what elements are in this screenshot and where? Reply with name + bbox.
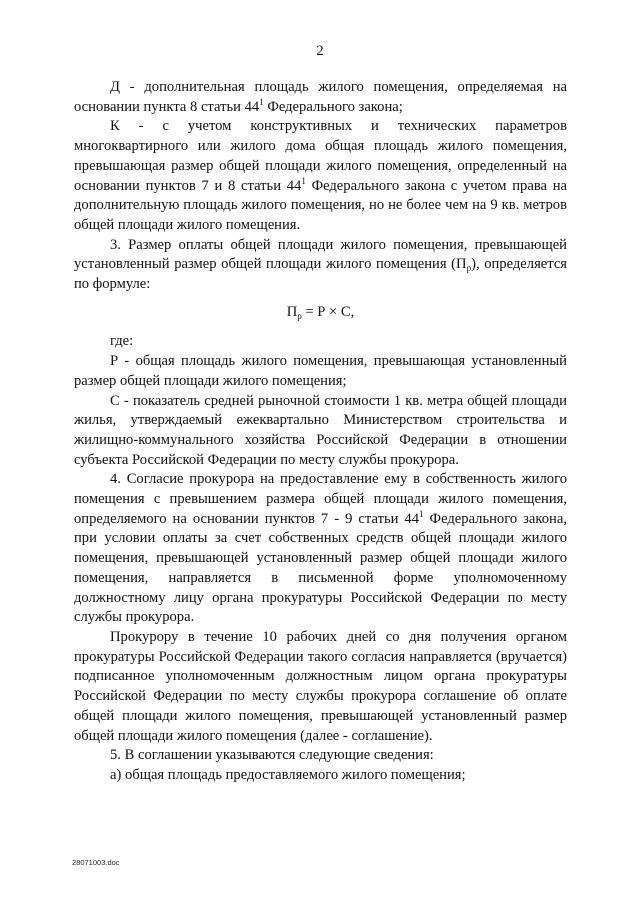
formula-lhs: П — [286, 303, 298, 320]
superscript: 1 — [301, 175, 306, 186]
paragraph-d-text: Д - дополнительная площадь жилого помещения, определяемая на основании пункта 8 статьи 44 — [74, 79, 567, 115]
paragraph-3 — [74, 236, 567, 295]
paragraph-d — [74, 78, 567, 117]
document-body — [74, 78, 567, 786]
superscript: 1 — [419, 508, 424, 519]
formula-subscript: р — [297, 310, 302, 321]
paragraph-5: 5. В соглашении указываются следующие сведения: — [110, 747, 434, 764]
paragraph-c: С - показатель средней рыночной стоимости 1 кв. метра общей площади жилья, утверждаемый ежеквартально Министерством строительства и жилищно-коммунального хозяйства Российской Федерации в отношении субъекта Российской Федерации по месту службы прокурора. — [74, 392, 567, 468]
paragraph-gde: где: — [110, 333, 134, 350]
subscript: р — [466, 263, 472, 274]
paragraph-5a: а) общая площадь предоставляемого жилого помещения; — [110, 766, 466, 783]
paragraph-4-text: 4. Согласие прокурора на предоставление ему в собственность жилого помещения с превышением размера общей площади жилого помещения, определяемого на основании пунктов 7 - 9 статьи 44 — [74, 471, 567, 527]
superscript: 1 — [259, 96, 264, 107]
paragraph-k — [74, 117, 567, 235]
formula — [74, 303, 567, 323]
paragraph-3-tail: ), определяется по формуле: — [74, 256, 568, 293]
paragraph-k-text: К - с учетом конструктивных и технических параметров многоквартирного или жилого дома общая площадь жилого помещения, превышающая размер общей площади жилого помещения, определенный на основании пунктов 7 и 8 статьи 44 — [74, 118, 567, 194]
paragraph-k-tail: Федерального закона с учетом права на дополнительную площадь жилого помещения, но не более чем на 9 кв. метров общей площади жилого помещения. — [74, 177, 568, 233]
formula-rhs: = Р × С, — [301, 303, 355, 320]
paragraph-r: Р - общая площадь жилого помещения, превышающая установленный размер общей площади жилого помещения; — [74, 353, 567, 389]
page-number: 2 — [316, 43, 324, 59]
paragraph-d-tail: Федерального закона; — [263, 98, 403, 115]
paragraph-prokuroru: Прокурору в течение 10 рабочих дней со дня получения органом прокуратуры Российской Федерации такого согласия направляется (вручается) подписанное уполномоченным должностным лицом органа прокуратуры Российской Федерации по месту службы прокурора соглашение об оплате общей площади жилого помещения, превышающей установленный размер общей площади жилого помещения (далее - соглашение). — [74, 628, 567, 744]
file-name-footer: 28071003.doc — [72, 858, 120, 867]
paragraph-4-tail: Федерального закона, при условии оплаты за счет собственных средств общей площади жилого помещения, превышающей установленный размер общей площади жилого помещения, направляется в письменной форме уполномоченному должностному лицу органа прокуратуры Российской Федерации по месту службы прокурора. — [74, 510, 567, 626]
paragraph-3-text: 3. Размер оплаты общей площади жилого помещения, превышающей установленный размер общей площади жилого помещения (П — [74, 236, 567, 273]
paragraph-4 — [74, 470, 567, 628]
